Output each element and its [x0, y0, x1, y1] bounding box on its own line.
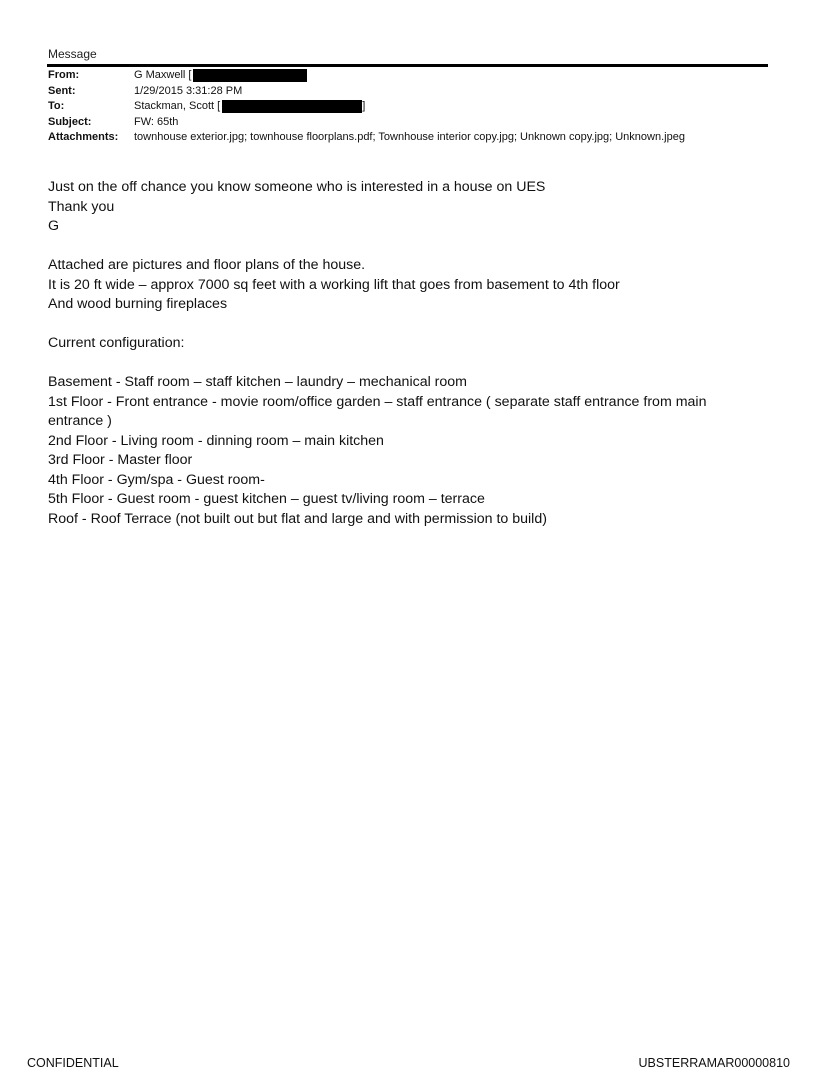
confidential-footer: CONFIDENTIAL — [27, 1056, 119, 1070]
subject-label: Subject: — [48, 115, 92, 128]
body-line: Just on the off chance you know someone who is interested in a house on UES — [48, 179, 546, 195]
body-line: It is 20 ft wide – approx 7000 sq feet with a working lift that goes from basement to 4th floor — [48, 276, 620, 293]
from-label: From: — [48, 69, 80, 82]
bates-number: UBSTERRAMAR00000810 — [638, 1056, 790, 1070]
header-divider — [47, 64, 768, 67]
body-line: Thank you — [48, 198, 115, 215]
from-name: G Maxwell [ — [134, 69, 192, 82]
email-headers — [48, 68, 778, 146]
config-line: Roof - Roof Terrace (not built out but flat and large and with permission to build) — [48, 510, 547, 527]
from-value — [134, 68, 307, 83]
attachments-row — [48, 130, 778, 146]
sent-row — [48, 84, 778, 100]
email-body — [48, 178, 758, 549]
sent-label: Sent: — [48, 84, 76, 97]
config-heading: Current configuration: — [48, 335, 185, 351]
config-line: 3rd Floor - Master floor — [48, 452, 193, 468]
redaction-bar — [222, 100, 362, 113]
config-line: 2nd Floor - Living room - dinning room – main kitchen — [48, 432, 384, 449]
attachments-value[interactable]: townhouse exterior.jpg; townhouse floorplans.pdf; Townhouse interior copy.jpg; Unknown copy.jpg; Unknown.jpeg — [134, 131, 685, 144]
intro-paragraph — [48, 178, 758, 237]
config-line: 4th Floor - Gym/spa - Guest room- — [48, 471, 265, 488]
body-line: And wood burning fireplaces — [48, 296, 228, 312]
config-heading-paragraph — [48, 334, 758, 354]
redaction-bar — [193, 69, 307, 82]
to-row — [48, 99, 778, 115]
config-line: 5th Floor - Guest room - guest kitchen – guest tv/living room – terrace — [48, 491, 485, 507]
config-line: entrance ) — [48, 413, 112, 429]
sent-value: 1/29/2015 3:31:28 PM — [134, 84, 243, 97]
config-paragraph — [48, 373, 758, 529]
config-line: 1st Floor - Front entrance - movie room/office garden – staff entrance ( separate staff entrance from main — [48, 393, 707, 410]
details-paragraph — [48, 256, 758, 315]
config-line: Basement - Staff room – staff kitchen – laundry – mechanical room — [48, 374, 468, 390]
to-label: To: — [48, 100, 65, 113]
to-close-bracket: ] — [362, 100, 366, 113]
attachments-label: Attachments: — [48, 131, 119, 144]
from-row — [48, 68, 778, 84]
body-line: G — [48, 218, 60, 234]
body-line: Attached are pictures and floor plans of the house. — [48, 257, 366, 273]
subject-row — [48, 115, 778, 131]
subject-value: FW: 65th — [134, 115, 179, 128]
message-label: Message — [48, 47, 97, 61]
to-name: Stackman, Scott [ — [134, 100, 221, 113]
to-value — [134, 99, 365, 114]
